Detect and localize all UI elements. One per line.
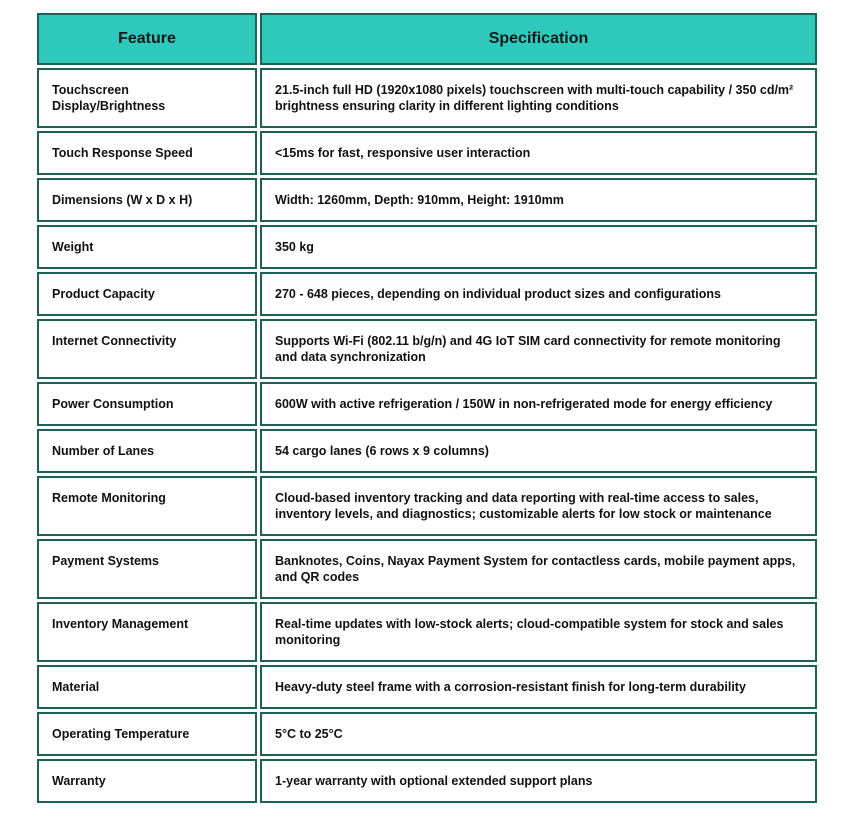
feature-cell: Warranty [37,759,257,803]
table-row [37,476,817,536]
spec-cell: 270 - 648 pieces, depending on individual product sizes and configurations [260,272,817,316]
header-specification: Specification [260,13,817,65]
table-row [37,68,817,128]
feature-cell: Product Capacity [37,272,257,316]
table-row [37,759,817,803]
table-row [37,131,817,175]
feature-cell: Weight [37,225,257,269]
spec-cell: 54 cargo lanes (6 rows x 9 columns) [260,429,817,473]
feature-cell: Internet Connectivity [37,319,257,379]
spec-cell: Cloud-based inventory tracking and data reporting with real-time access to sales, inventory levels, and diagnostics; customizable alerts for low stock or maintenance [260,476,817,536]
header-feature: Feature [37,13,257,65]
spec-cell: 600W with active refrigeration / 150W in non-refrigerated mode for energy efficiency [260,382,817,426]
feature-cell: Power Consumption [37,382,257,426]
table-row [37,429,817,473]
table-row [37,665,817,709]
spec-cell: Width: 1260mm, Depth: 910mm, Height: 1910mm [260,178,817,222]
table-row [37,712,817,756]
spec-cell: 350 kg [260,225,817,269]
spec-cell: Supports Wi-Fi (802.11 b/g/n) and 4G IoT SIM card connectivity for remote monitoring and data synchronization [260,319,817,379]
table-row [37,539,817,599]
spec-cell: Banknotes, Coins, Nayax Payment System for contactless cards, mobile payment apps, and QR codes [260,539,817,599]
header-row [37,13,817,65]
spec-cell: <15ms for fast, responsive user interaction [260,131,817,175]
spec-cell: 21.5-inch full HD (1920x1080 pixels) touchscreen with multi-touch capability / 350 cd/m² brightness ensuring clarity in different lighting conditions [260,68,817,128]
table-row [37,319,817,379]
feature-cell: Material [37,665,257,709]
table-row [37,178,817,222]
feature-cell: Remote Monitoring [37,476,257,536]
spec-cell: 5°C to 25°C [260,712,817,756]
feature-cell: Inventory Management [37,602,257,662]
table-row [37,272,817,316]
feature-cell: Number of Lanes [37,429,257,473]
table-row [37,225,817,269]
feature-cell: Touch Response Speed [37,131,257,175]
table-row [37,382,817,426]
spec-cell: 1-year warranty with optional extended support plans [260,759,817,803]
feature-cell: Dimensions (W x D x H) [37,178,257,222]
table-row [37,602,817,662]
feature-cell: Operating Temperature [37,712,257,756]
spec-cell: Real-time updates with low-stock alerts; cloud-compatible system for stock and sales monitoring [260,602,817,662]
feature-cell: Touchscreen Display/Brightness [37,68,257,128]
spec-cell: Heavy-duty steel frame with a corrosion-resistant finish for long-term durability [260,665,817,709]
spec-table [34,10,820,806]
feature-cell: Payment Systems [37,539,257,599]
